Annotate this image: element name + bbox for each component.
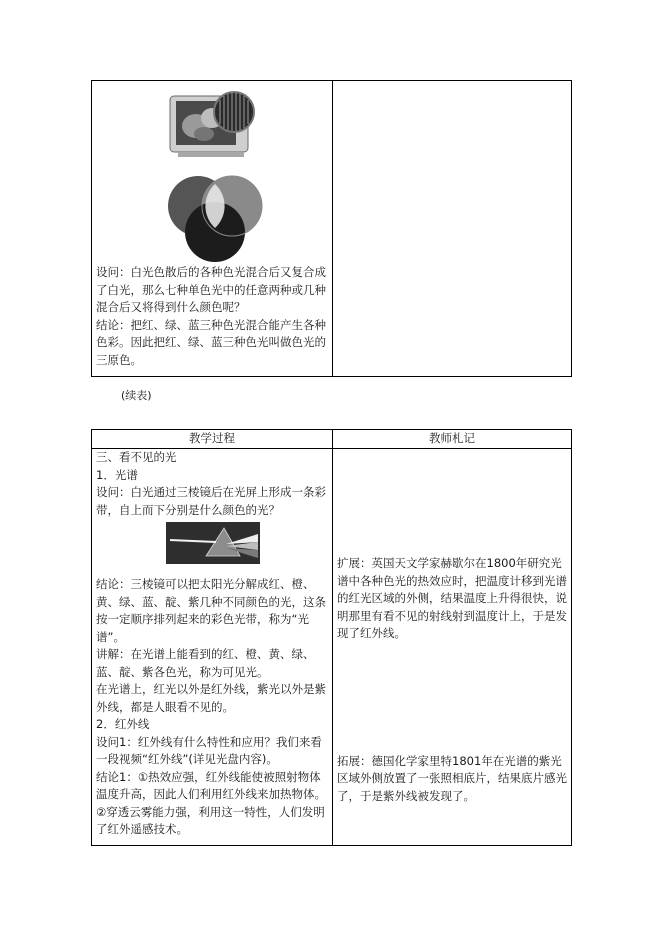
header-process: 教学过程 bbox=[92, 430, 333, 449]
tv-image bbox=[168, 90, 258, 158]
subheading-infrared: 2．红外线 bbox=[96, 717, 150, 731]
spectrum-question: 设问：白光通过三棱镜后在光屏上形成一条彩带，自上而下分别是什么颜色的光？ bbox=[96, 485, 326, 517]
table-top-right-cell bbox=[333, 81, 572, 377]
note-ritter: 拓展：德国化学家里特1801年在光谱的紫光区域外侧放置了一张照相底片，结果底片感光了，于是紫外线被发现了。 bbox=[337, 753, 567, 803]
table-main bbox=[91, 429, 572, 846]
visible-light-lecture: 讲解：在光谱上能看到的红、橙、黄、绿、蓝、靛、紫各色光，称为可见光。 bbox=[96, 647, 315, 679]
invisible-light-lecture: 在光谱上，红光以外是红外线，紫光以外是紫外线，都是人眼看不见的。 bbox=[96, 682, 326, 714]
table-top bbox=[91, 80, 572, 377]
subheading-spectrum: 1．光谱 bbox=[96, 467, 138, 482]
conclusion-text: 结论：把红、绿、蓝三种色光混合能产生各种色彩。因此把红、绿、蓝三种色光叫做色光的三原色。 bbox=[96, 317, 326, 367]
section-heading: 三、看不见的光 bbox=[96, 450, 177, 464]
notes-cell bbox=[333, 449, 572, 846]
process-cell bbox=[92, 449, 333, 846]
infrared-conclusion-2: ②穿透云雾能力强，利用这一特性，人们发明了红外遥感技术。 bbox=[96, 804, 325, 836]
rgb-venn-diagram bbox=[166, 174, 266, 264]
continued-label: (续表) bbox=[121, 389, 152, 402]
infrared-conclusion-1: 结论1：①热效应强，红外线能使被照射物体温度升高，因此人们利用红外线来加热物体。 bbox=[96, 769, 326, 801]
header-notes: 教师札记 bbox=[333, 430, 572, 449]
spectrum-conclusion: 结论：三棱镜可以把太阳光分解成红、橙、黄、绿、蓝、靛、紫几种不同颜色的光，这条按一定顺序排列起来的彩色光带，称为“光谱”。 bbox=[96, 577, 326, 644]
note-herschel: 扩展：英国天文学家赫歇尔在1800年研究光谱中各种色光的热效应时，把温度计移到光谱的红光区域的外侧，结果温度上升得很快，说明那里有看不见的射线射到温度计上，于是发现了红外线。 bbox=[337, 556, 567, 640]
prism-spectrum-image bbox=[166, 522, 260, 564]
table-top-left-cell bbox=[92, 81, 333, 377]
infrared-question: 设问1：红外线有什么特性和应用？我们来看一段视频“红外线”(详见光盘内容)。 bbox=[96, 734, 322, 766]
question-text: 设问：白光色散后的各种色光混合后又复合成了白光，那么七种单色光中的任意两种或几种混合后又将得到什么颜色呢？ bbox=[96, 265, 326, 314]
